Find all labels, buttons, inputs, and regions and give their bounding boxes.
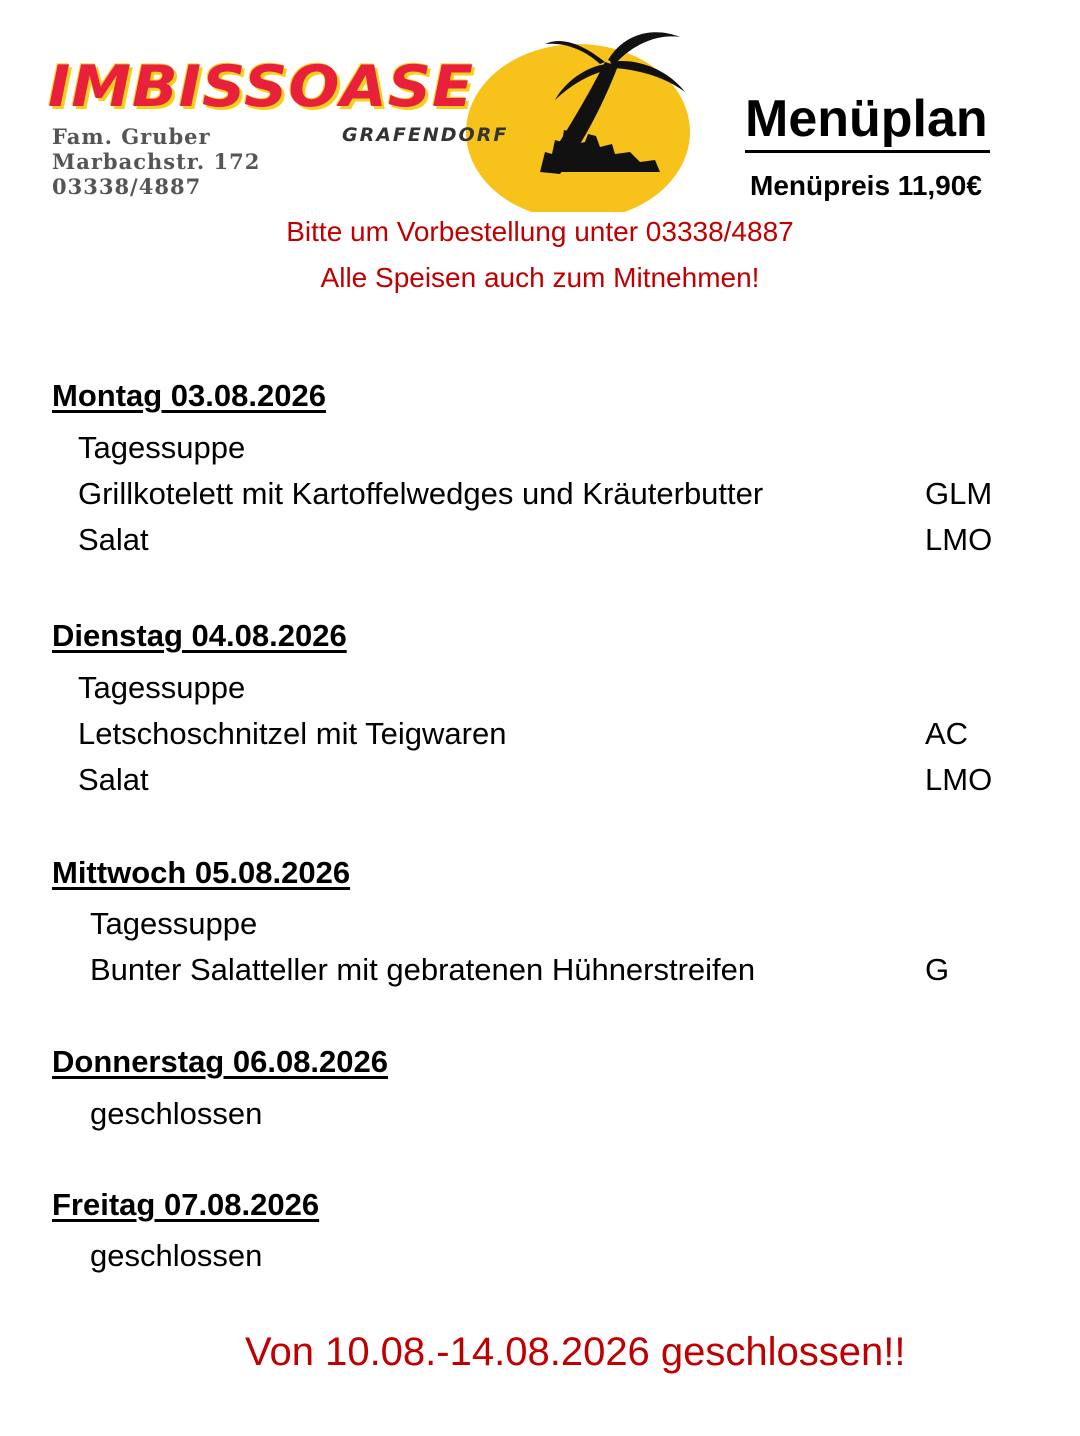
menu-item: Salat [78, 522, 149, 557]
menu-price: Menüpreis 11,90€ [750, 170, 982, 201]
menu-item: Letschoschnitzel mit Teigwaren [78, 716, 507, 751]
restaurant-logo [40, 22, 700, 212]
day-heading-tuesday: Dienstag 04.08.2026 [52, 618, 347, 653]
allergen-code: LMO [925, 762, 993, 797]
menu-item: Grillkotelett mit Kartoffelwedges und Kräuterbutter [78, 476, 764, 511]
allergen-code: G [925, 952, 950, 987]
menu-item: Bunter Salatteller mit gebratenen Hühnerstreifen [90, 952, 756, 987]
logo-town: GRAFENDORF [342, 124, 509, 146]
allergen-code: AC [925, 716, 969, 751]
allergen-code: GLM [925, 476, 993, 511]
closure-notice: Von 10.08.-14.08.2026 geschlossen!! [245, 1330, 906, 1374]
menu-item: Tagessuppe [78, 670, 246, 705]
menu-item: geschlossen [90, 1238, 263, 1273]
day-heading-wednesday: Mittwoch 05.08.2026 [52, 855, 351, 890]
address-line-phone: 03338/4887 [52, 174, 202, 199]
allergen-code: LMO [925, 522, 993, 557]
menu-item: Salat [78, 762, 149, 797]
address-line-street: Marbachstr. 172 [52, 149, 261, 174]
preorder-notice: Bitte um Vorbestellung unter 03338/4887 [286, 216, 794, 247]
menu-item: Tagessuppe [90, 906, 258, 941]
day-heading-friday: Freitag 07.08.2026 [52, 1187, 320, 1222]
takeaway-notice: Alle Speisen auch zum Mitnehmen! [320, 262, 760, 293]
logo-address [52, 124, 260, 199]
day-heading-thursday: Donnerstag 06.08.2026 [52, 1044, 389, 1079]
address-line-name: Fam. Gruber [52, 124, 211, 149]
page-title: Menüplan [745, 88, 990, 153]
day-heading-monday: Montag 03.08.2026 [52, 378, 326, 413]
menu-item: geschlossen [90, 1096, 263, 1131]
logo-wordmark: IMBISSOASE [48, 53, 475, 121]
menu-item: Tagessuppe [78, 430, 246, 465]
